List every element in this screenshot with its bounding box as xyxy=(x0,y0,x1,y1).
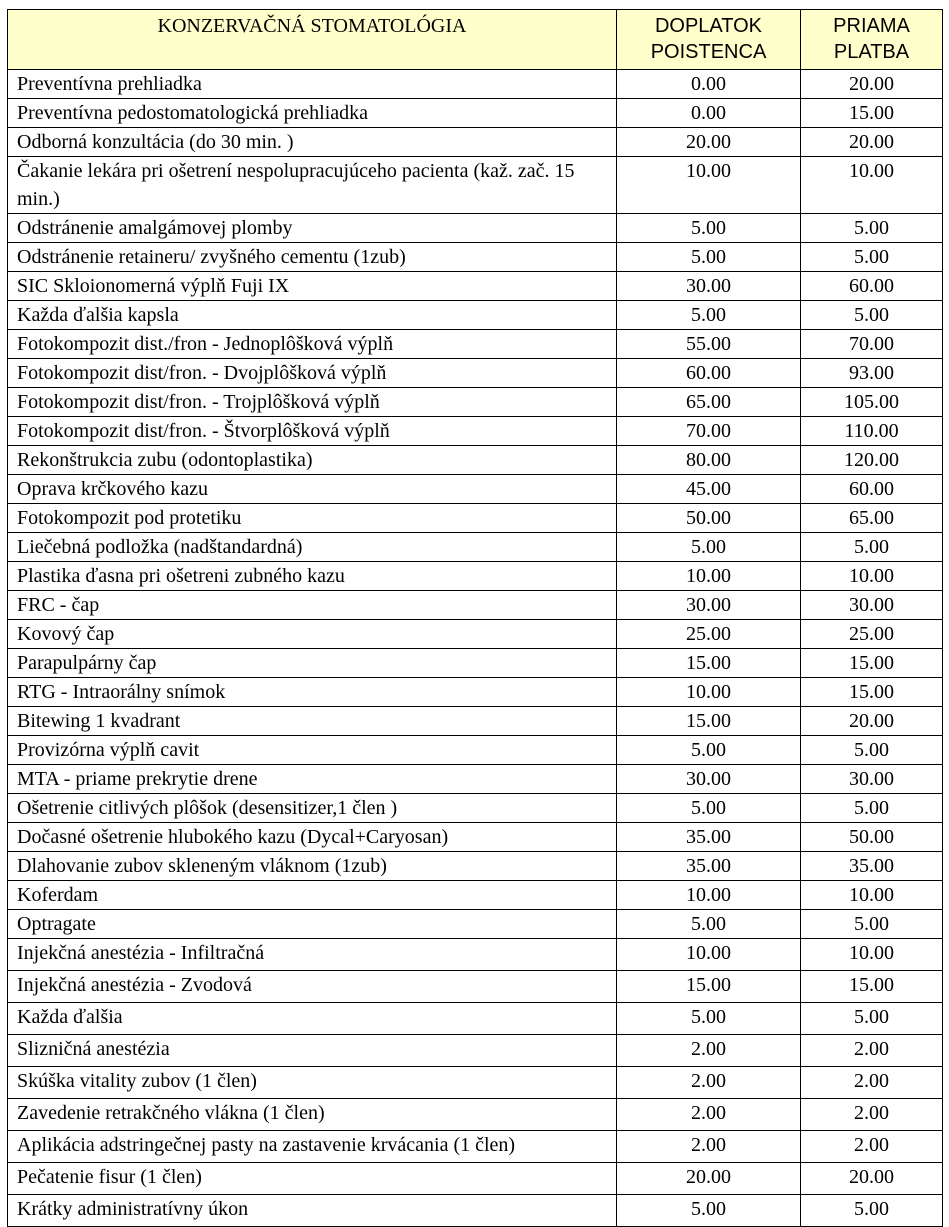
copay-price: 30.00 xyxy=(617,272,801,301)
direct-price: 15.00 xyxy=(801,971,943,1003)
copay-price: 30.00 xyxy=(617,591,801,620)
copay-price: 65.00 xyxy=(617,388,801,417)
direct-price: 20.00 xyxy=(801,707,943,736)
direct-price: 50.00 xyxy=(801,823,943,852)
direct-price: 25.00 xyxy=(801,620,943,649)
copay-price: 50.00 xyxy=(617,504,801,533)
copay-price: 70.00 xyxy=(617,417,801,446)
direct-header-line2: PLATBA xyxy=(833,41,910,63)
table-row xyxy=(8,1131,943,1163)
service-name: Injekčná anestézia - Infiltračná xyxy=(8,939,617,971)
service-name: Preventívna prehliadka xyxy=(8,70,617,99)
direct-price: 10.00 xyxy=(801,939,943,971)
copay-price: 2.00 xyxy=(617,1131,801,1163)
direct-price: 93.00 xyxy=(801,359,943,388)
table-row xyxy=(8,214,943,243)
direct-price: 5.00 xyxy=(801,243,943,272)
copay-price: 5.00 xyxy=(617,1195,801,1227)
direct-price: 15.00 xyxy=(801,99,943,128)
table-row xyxy=(8,359,943,388)
service-name: Kovový čap xyxy=(8,620,617,649)
service-name: Bitewing 1 kvadrant xyxy=(8,707,617,736)
service-name: FRC - čap xyxy=(8,591,617,620)
copay-header-line1: DOPLATOK xyxy=(654,15,763,37)
direct-price: 5.00 xyxy=(801,1003,943,1035)
direct-price: 105.00 xyxy=(801,388,943,417)
service-name: Optragate xyxy=(8,910,617,939)
table-row xyxy=(8,1003,943,1035)
service-name: Preventívna pedostomatologická prehliadka xyxy=(8,99,617,128)
copay-price: 10.00 xyxy=(617,157,801,214)
price-table xyxy=(7,9,943,1227)
copay-price: 10.00 xyxy=(617,562,801,591)
service-name: Provizórna výplň cavit xyxy=(8,736,617,765)
direct-price: 10.00 xyxy=(801,562,943,591)
direct-price: 2.00 xyxy=(801,1099,943,1131)
service-name: Rekonštrukcia zubu (odontoplastika) xyxy=(8,446,617,475)
service-column-header: KONZERVAČNÁ STOMATOLÓGIA xyxy=(8,10,617,70)
copay-price: 2.00 xyxy=(617,1067,801,1099)
service-name: Fotokompozit dist./fron - Jednoplôšková výplň xyxy=(8,330,617,359)
table-row xyxy=(8,794,943,823)
table-row xyxy=(8,504,943,533)
direct-price: 10.00 xyxy=(801,157,943,214)
service-name: Koferdam xyxy=(8,881,617,910)
direct-price: 5.00 xyxy=(801,533,943,562)
copay-price: 20.00 xyxy=(617,1163,801,1195)
direct-price: 5.00 xyxy=(801,910,943,939)
copay-price: 45.00 xyxy=(617,475,801,504)
copay-header-line2: POISTENCA xyxy=(650,41,767,63)
direct-column-header xyxy=(801,10,943,70)
table-row xyxy=(8,533,943,562)
table-row xyxy=(8,852,943,881)
service-name: Liečebná podložka (nadštandardná) xyxy=(8,533,617,562)
service-name: Fotokompozit dist/fron. - Trojplôšková výplň xyxy=(8,388,617,417)
table-row xyxy=(8,157,943,214)
table-row xyxy=(8,243,943,272)
table-row xyxy=(8,417,943,446)
table-row xyxy=(8,475,943,504)
table-row xyxy=(8,562,943,591)
service-name: Ošetrenie citlivých plôšok (desensitizer,1 člen ) xyxy=(8,794,617,823)
table-row xyxy=(8,591,943,620)
direct-price: 20.00 xyxy=(801,128,943,157)
copay-price: 15.00 xyxy=(617,707,801,736)
table-row xyxy=(8,881,943,910)
direct-price: 35.00 xyxy=(801,852,943,881)
table-row xyxy=(8,649,943,678)
table-row xyxy=(8,388,943,417)
service-name: Parapulpárny čap xyxy=(8,649,617,678)
direct-price: 70.00 xyxy=(801,330,943,359)
direct-price: 2.00 xyxy=(801,1131,943,1163)
service-name: Skúška vitality zubov (1 člen) xyxy=(8,1067,617,1099)
table-row xyxy=(8,128,943,157)
table-row xyxy=(8,301,943,330)
copay-price: 5.00 xyxy=(617,1003,801,1035)
service-name: Odstránenie amalgámovej plomby xyxy=(8,214,617,243)
service-name: Fotokompozit pod protetiku xyxy=(8,504,617,533)
service-name: Aplikácia adstringečnej pasty na zastavenie krvácania (1 člen) xyxy=(8,1131,617,1163)
table-row xyxy=(8,1067,943,1099)
service-name: SIC Skloionomerná výplň Fuji IX xyxy=(8,272,617,301)
service-name: Dočasné ošetrenie hlubokého kazu (Dycal+Caryosan) xyxy=(8,823,617,852)
table-row xyxy=(8,678,943,707)
direct-price: 15.00 xyxy=(801,649,943,678)
table-row xyxy=(8,620,943,649)
service-name: Fotokompozit dist/fron. - Dvojplôšková výplň xyxy=(8,359,617,388)
table-row xyxy=(8,1195,943,1227)
direct-price: 2.00 xyxy=(801,1035,943,1067)
table-row xyxy=(8,939,943,971)
direct-price: 5.00 xyxy=(801,794,943,823)
copay-price: 80.00 xyxy=(617,446,801,475)
copay-column-header xyxy=(617,10,801,70)
copay-price: 10.00 xyxy=(617,678,801,707)
direct-price: 30.00 xyxy=(801,591,943,620)
table-row xyxy=(8,707,943,736)
direct-price: 120.00 xyxy=(801,446,943,475)
service-name: Krátky administratívny úkon xyxy=(8,1195,617,1227)
table-row xyxy=(8,823,943,852)
copay-price: 25.00 xyxy=(617,620,801,649)
table-row xyxy=(8,1163,943,1195)
direct-price: 5.00 xyxy=(801,301,943,330)
copay-price: 0.00 xyxy=(617,70,801,99)
copay-price: 2.00 xyxy=(617,1035,801,1067)
copay-price: 2.00 xyxy=(617,1099,801,1131)
table-row xyxy=(8,330,943,359)
table-row xyxy=(8,910,943,939)
table-row xyxy=(8,765,943,794)
service-name: Odborná konzultácia (do 30 min. ) xyxy=(8,128,617,157)
table-row xyxy=(8,1099,943,1131)
copay-price: 55.00 xyxy=(617,330,801,359)
table-row xyxy=(8,446,943,475)
copay-price: 30.00 xyxy=(617,765,801,794)
copay-price: 5.00 xyxy=(617,214,801,243)
table-body xyxy=(8,70,943,1227)
table-header xyxy=(8,10,943,70)
direct-price: 65.00 xyxy=(801,504,943,533)
copay-price: 5.00 xyxy=(617,301,801,330)
direct-price: 10.00 xyxy=(801,881,943,910)
table-row xyxy=(8,70,943,99)
direct-price: 20.00 xyxy=(801,1163,943,1195)
copay-price: 10.00 xyxy=(617,881,801,910)
copay-price: 5.00 xyxy=(617,533,801,562)
table-row xyxy=(8,971,943,1003)
copay-price: 20.00 xyxy=(617,128,801,157)
service-name: Odstránenie retaineru/ zvyšného cementu (1zub) xyxy=(8,243,617,272)
service-name: MTA - priame prekrytie drene xyxy=(8,765,617,794)
copay-price: 15.00 xyxy=(617,971,801,1003)
service-name: Plastika ďasna pri ošetreni zubného kazu xyxy=(8,562,617,591)
table-row xyxy=(8,272,943,301)
direct-price: 2.00 xyxy=(801,1067,943,1099)
service-name: RTG - Intraorálny snímok xyxy=(8,678,617,707)
direct-price: 30.00 xyxy=(801,765,943,794)
direct-price: 20.00 xyxy=(801,70,943,99)
direct-price: 60.00 xyxy=(801,475,943,504)
copay-price: 0.00 xyxy=(617,99,801,128)
service-name: Pečatenie fisur (1 člen) xyxy=(8,1163,617,1195)
table-row xyxy=(8,736,943,765)
direct-price: 15.00 xyxy=(801,678,943,707)
direct-price: 60.00 xyxy=(801,272,943,301)
copay-price: 5.00 xyxy=(617,243,801,272)
copay-price: 15.00 xyxy=(617,649,801,678)
service-name: Zavedenie retrakčného vlákna (1 člen) xyxy=(8,1099,617,1131)
copay-price: 35.00 xyxy=(617,852,801,881)
copay-price: 60.00 xyxy=(617,359,801,388)
copay-price: 5.00 xyxy=(617,794,801,823)
copay-price: 5.00 xyxy=(617,910,801,939)
service-name: Oprava krčkového kazu xyxy=(8,475,617,504)
service-name: Slizničná anestézia xyxy=(8,1035,617,1067)
copay-price: 35.00 xyxy=(617,823,801,852)
service-name: Fotokompozit dist/fron. - Štvorplôšková výplň xyxy=(8,417,617,446)
direct-price: 5.00 xyxy=(801,1195,943,1227)
direct-price: 5.00 xyxy=(801,736,943,765)
copay-price: 10.00 xyxy=(617,939,801,971)
table-row xyxy=(8,99,943,128)
service-name: Čakanie lekára pri ošetrení nespolupracujúceho pacienta (kaž. zač. 15 min.) xyxy=(8,157,617,214)
direct-header-line1: PRIAMA xyxy=(833,15,910,37)
table-row xyxy=(8,1035,943,1067)
service-name: Každa ďalšia kapsla xyxy=(8,301,617,330)
service-name: Každa ďalšia xyxy=(8,1003,617,1035)
direct-price: 110.00 xyxy=(801,417,943,446)
direct-price: 5.00 xyxy=(801,214,943,243)
copay-price: 5.00 xyxy=(617,736,801,765)
service-name: Dlahovanie zubov skleneným vláknom (1zub) xyxy=(8,852,617,881)
service-name: Injekčná anestézia - Zvodová xyxy=(8,971,617,1003)
